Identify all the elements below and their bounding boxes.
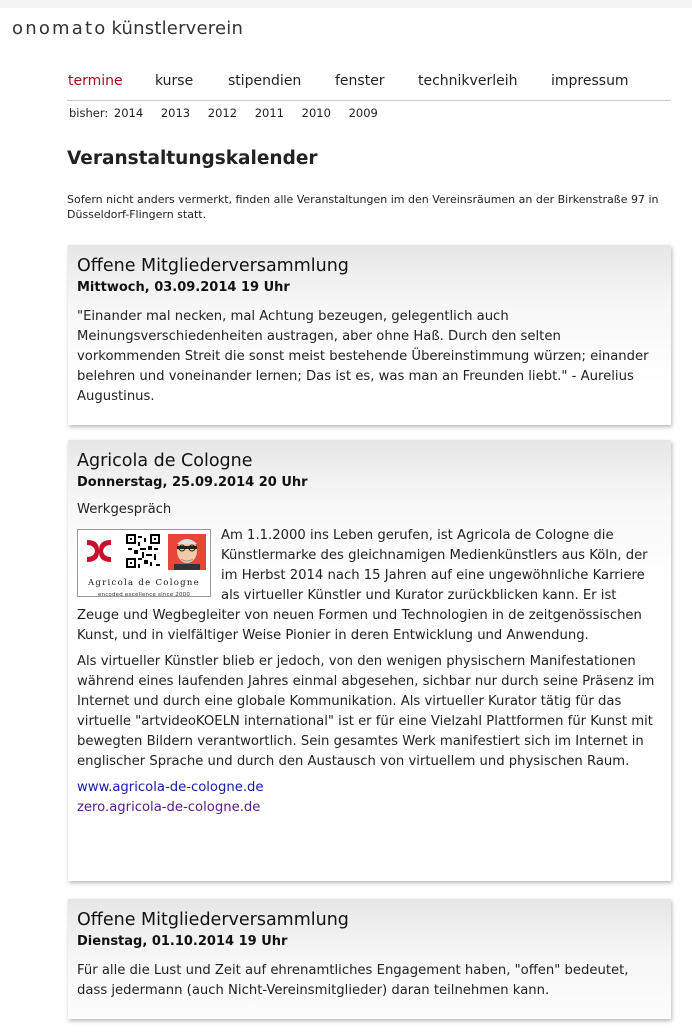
event-links	[77, 778, 662, 818]
event-card	[68, 245, 671, 425]
event-card	[68, 440, 671, 881]
site-brand: onomato	[12, 18, 108, 39]
event-date: Donnerstag, 25.09.2014 20 Uhr	[77, 475, 308, 490]
event-paragraph-1: Am 1.1.2000 ins Leben gerufen, ist Agricola de Cologne die Künstlermarke des gleichnamigen Medienkünstlers aus Köln, der im Herbst 2014 nach 15 Jahren auf eine ungewöhnliche Karriere als virtueller Künstler und Kurator zurückblicken kann. Er ist Zeuge und Wegbegleiter von neuen Formen und Technologien in de zeitgenössischen Kunst, und in vielfältiger Weise Pionier in deren Entwicklung und Anwendung.	[77, 528, 648, 643]
archive-year-2010[interactable]: 2010	[301, 106, 331, 120]
agricola-logo-image	[77, 529, 211, 597]
event-date: Mittwoch, 03.09.2014 19 Uhr	[77, 280, 290, 295]
archive-years	[69, 106, 392, 120]
event-description: "Einander mal necken, mal Achtung bezeugen, gelegentlich auch Meinungsverschiedenheiten austragen, aber ohne Haß. Durch den selten vorkommenden Streit die sonst meist bestehende Übereinstimmung würzen; einander belehren und voneinander lernen; Das ist es, was man an Freunden liebt." - Aurelius Augustinus.	[77, 309, 649, 404]
event-title: Offene Mitgliederversammlung	[77, 256, 349, 276]
archive-prefix: bisher:	[69, 106, 109, 120]
nav-item-kurse[interactable]: kurse	[155, 73, 194, 89]
archive-year-2011[interactable]: 2011	[254, 106, 285, 120]
nav-item-stipendien[interactable]: stipendien	[228, 73, 302, 89]
site-logo[interactable]	[12, 18, 243, 39]
page-title: Veranstaltungskalender	[67, 148, 318, 169]
archive-year-2013[interactable]: 2013	[160, 106, 191, 120]
nav-item-impressum[interactable]: impressum	[551, 73, 629, 89]
nav-item-technikverleih[interactable]: technikverleih	[418, 73, 518, 89]
archive-year-2009[interactable]: 2009	[348, 106, 378, 120]
logo-tagline: encoded excellence since 2000	[97, 592, 191, 598]
portrait-icon	[168, 534, 206, 570]
qr-code-icon	[126, 534, 160, 568]
event-description	[77, 526, 662, 646]
event-description: Für alle die Lust und Zeit auf ehrenamtliches Engagement haben, "offen" bedeutet, dass jedermann (auch Nicht-Vereinsmitglieder) daran teilnehmen kann.	[77, 963, 629, 998]
event-link[interactable]: zero.agricola-de-cologne.de	[77, 800, 261, 815]
nav-item-fenster[interactable]: fenster	[335, 73, 385, 89]
logo-text: Agricola de Cologne	[87, 578, 200, 588]
event-link[interactable]: www.agricola-de-cologne.de	[77, 780, 264, 795]
event-title: Offene Mitgliederversammlung	[77, 910, 349, 930]
site-subtitle: künstlerverein	[111, 18, 244, 39]
archive-year-2012[interactable]: 2012	[207, 106, 238, 120]
nav-item-termine[interactable]: termine	[68, 73, 123, 89]
agricola-c-icon	[84, 536, 114, 566]
archive-year-2014[interactable]: 2014	[113, 106, 144, 120]
intro-text: Sofern nicht anders vermerkt, finden alle Veranstaltungen im den Vereinsräumen an der Birkenstraße 97 in Düsseldorf-Flingern statt.	[67, 193, 659, 221]
event-title: Agricola de Cologne	[77, 451, 253, 471]
page	[0, 8, 692, 1032]
event-subtitle: Werkgespräch	[77, 502, 172, 517]
event-date: Dienstag, 01.10.2014 19 Uhr	[77, 934, 288, 949]
event-paragraph-2: Als virtueller Künstler blieb er jedoch, von den wenigen physischern Manifestationen während eines laufenden Jahres einmal abgesehen, sichbar nur durch seine Präsenz im Internet und durch eine globale Kommunikation. Als virtueller Kurator tätig für das virtuelle "artvideoKOELN international" ist er für eine Vielzahl Plattformen für Kunst mit bewegten Bildern verantwortlich. Sein gesamtes Werk manifestiert sich im Internet in englischer Sprache und durch den Austausch von virtuellem und physischen Raum.	[77, 654, 655, 769]
event-card	[68, 899, 671, 1019]
main-nav	[67, 66, 671, 101]
